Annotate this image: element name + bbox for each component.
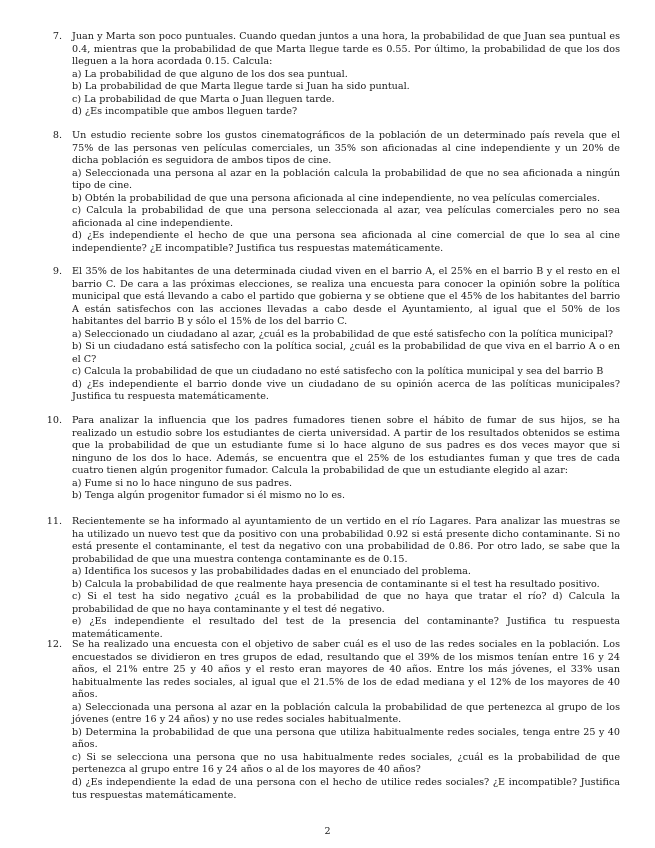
problem-number: 8. (52, 130, 62, 141)
problem-item: b) Calcula la probabilidad de que realmente haya presencia de contaminante si el test ha resultado positivo. (72, 578, 600, 590)
problem-item: d) ¿Es independiente la edad de una persona con el hecho de utilice redes sociales? ¿E incompatible? Justifica tus respuestas matemáticamente. (72, 777, 620, 801)
problem-body (72, 31, 620, 119)
problem-7 (38, 31, 620, 119)
problem-item: e) ¿Es independiente el resultado del test de la presencia del contaminante? Justifica tu respuesta matemáticamente. (72, 616, 620, 640)
problem-number: 7. (52, 31, 62, 42)
problem-9 (38, 266, 620, 404)
problem-body (72, 266, 620, 404)
problem-item: c) La probabilidad de que Marta o Juan lleguen tarde. (72, 93, 335, 105)
problem-item: b) Determina la probabilidad de que una persona que utiliza habitualmente redes sociales, tenga entre 25 y 40 años. (72, 726, 620, 751)
problem-item: a) Seleccionada una persona al azar en la población calcula la probabilidad de que pertenezca al grupo de los jóvenes (entre 16 y 24 años) y no use redes sociales habitualmente. (72, 701, 620, 726)
problem-number: 9. (52, 266, 62, 277)
problem-body (72, 516, 620, 641)
problem-item: b) La probabilidad de que Marta llegue tarde si Juan ha sido puntual. (72, 81, 410, 93)
problem-statement: Juan y Marta son poco puntuales. Cuando quedan juntos a una hora, la probabilidad de que Juan sea puntual es 0.4, mientras que la probabilidad de que Marta llegue tarde es 0.55. Por último, la probabilidad de que los dos lleguen a la hora acordada 0.15. Calcula: (72, 31, 620, 68)
problem-item: c) Si el test ha sido negativo ¿cuál es la probabilidad de que no haya que tratar el río? d) Calcula la probabilidad de que no haya contaminante y el test dé negativo. (72, 591, 620, 615)
problem-12 (38, 639, 620, 802)
problem-item: d) ¿Es independiente el barrio donde vive un ciudadano de su opinión acerca de las políticas municipales? Justifica tu respuesta matemáticamente. (72, 378, 620, 403)
problem-statement: El 35% de los habitantes de una determinada ciudad viven en el barrio A, el 25% en el barrio B y el resto en el barrio C. De cara a las próximas elecciones, se realiza una encuesta para conocer la opinión sobre la política municipal que está llevando a cabo el partido que gobierna y se obtiene que el 45% de los habitantes del barrio A están satisfechos con las acciones llevadas a cabo desde el Ayuntamiento, al igual que el 50% de los habitantes del barrio B y sólo el 15% de los del barrio C. (72, 266, 620, 328)
problem-item: a) La probabilidad de que alguno de los dos sea puntual. (72, 68, 348, 80)
problem-item: a) Seleccionada una persona al azar en la población calcula la probabilidad de que no sea aficionada a ningún tipo de cine. (72, 167, 620, 192)
problem-item: b) Tenga algún progenitor fumador si él mismo no lo es. (72, 490, 346, 502)
problem-item: d) ¿Es independiente el hecho de que una persona sea aficionada al cine comercial de que lo sea al cine independiente? ¿E incompatible? Justifica tus respuestas matemáticamente. (72, 230, 620, 254)
problem-statement: Recientemente se ha informado al ayuntamiento de un vertido en el río Lagares. Para analizar las muestras se ha utilizado un nuevo test que da positivo con una probabilidad 0.92 si está presente dicho contaminante. Si no está presente el contaminante, el test da negativo con una probabilidad de 0.86. Por otro lado, se sabe que la probabilidad de que una muestra contenga contaminante es de 0.15. (72, 516, 620, 565)
problem-8 (38, 130, 620, 255)
problem-body (72, 415, 620, 503)
problem-item: d) ¿Es incompatible que ambos lleguen tarde? (72, 106, 298, 118)
problem-item: c) Calcula la probabilidad de que un ciudadano no esté satisfecho con la política municipal y sea del barrio B (72, 366, 604, 378)
problem-item: a) Seleccionado un ciudadano al azar, ¿cuál es la probabilidad de que esté satisfecho con la política municipal? (72, 328, 614, 340)
problem-statement: Se ha realizado una encuesta con el objetivo de saber cuál es el uso de las redes sociales en la población. Los encuestados se dividieron en tres grupos de edad, resultando que el 39% de los mismos tenían entre 16 y 24 años, el 21% entre 25 y 40 años y el resto eran mayores de 40 años. Entre los más jóvenes, el 33% usan habitualmente las redes sociales, al igual que el 21.5% de los de edad mediana y el 12% de los mayores de 40 años. (72, 639, 620, 701)
problem-item: a) Fume si no lo hace ninguno de sus padres. (72, 477, 293, 489)
problem-body (72, 130, 620, 255)
problem-11 (38, 516, 620, 641)
problem-number: 12. (46, 639, 62, 650)
problem-item: b) Si un ciudadano está satisfecho con la política social, ¿cuál es la probabilidad de que viva en el barrio A o en el C? (72, 341, 620, 365)
problem-item: a) Identifica los sucesos y las probabilidades dadas en el enunciado del problema. (72, 566, 471, 578)
problem-item: c) Calcula la probabilidad de que una persona seleccionada al azar, vea películas comerciales pero no sea aficionada al cine independiente. (72, 205, 620, 229)
problem-number: 10. (46, 415, 62, 426)
problem-item: b) Obtén la probabilidad de que una persona aficionada al cine independiente, no vea películas comerciales. (72, 192, 601, 204)
problem-statement: Un estudio reciente sobre los gustos cinematográficos de la población de un determinado país revela que el 75% de las personas ven películas comerciales, un 35% son aficionadas al cine independiente y un 20% de dicha población es seguidora de ambos tipos de cine. (72, 130, 620, 167)
problem-number: 11. (46, 516, 62, 527)
problem-body (72, 639, 620, 802)
page-number: 2 (324, 826, 331, 837)
problem-10 (38, 415, 620, 503)
problem-item: c) Si se selecciona una persona que no usa habitualmente redes sociales, ¿cuál es la probabilidad de que pertenezca al grupo entre 16 y 24 años o al de los mayores de 40 años? (72, 751, 620, 776)
problem-statement: Para analizar la influencia que los padres fumadores tienen sobre el hábito de fumar de sus hijos, se ha realizado un estudio sobre los estudiantes de cierta universidad. A partir de los resultados obtenidos se estima que la probabilidad de que un estudiante fume si lo hace alguno de sus padres es dos veces mayor que si ninguno de los dos lo hace. Además, se encuentra que el 25% de los estudiantes fuman y que tres de cada cuatro tienen algún progenitor fumador. Calcula la probabilidad de que un estudiante elegido al azar: (72, 415, 620, 477)
